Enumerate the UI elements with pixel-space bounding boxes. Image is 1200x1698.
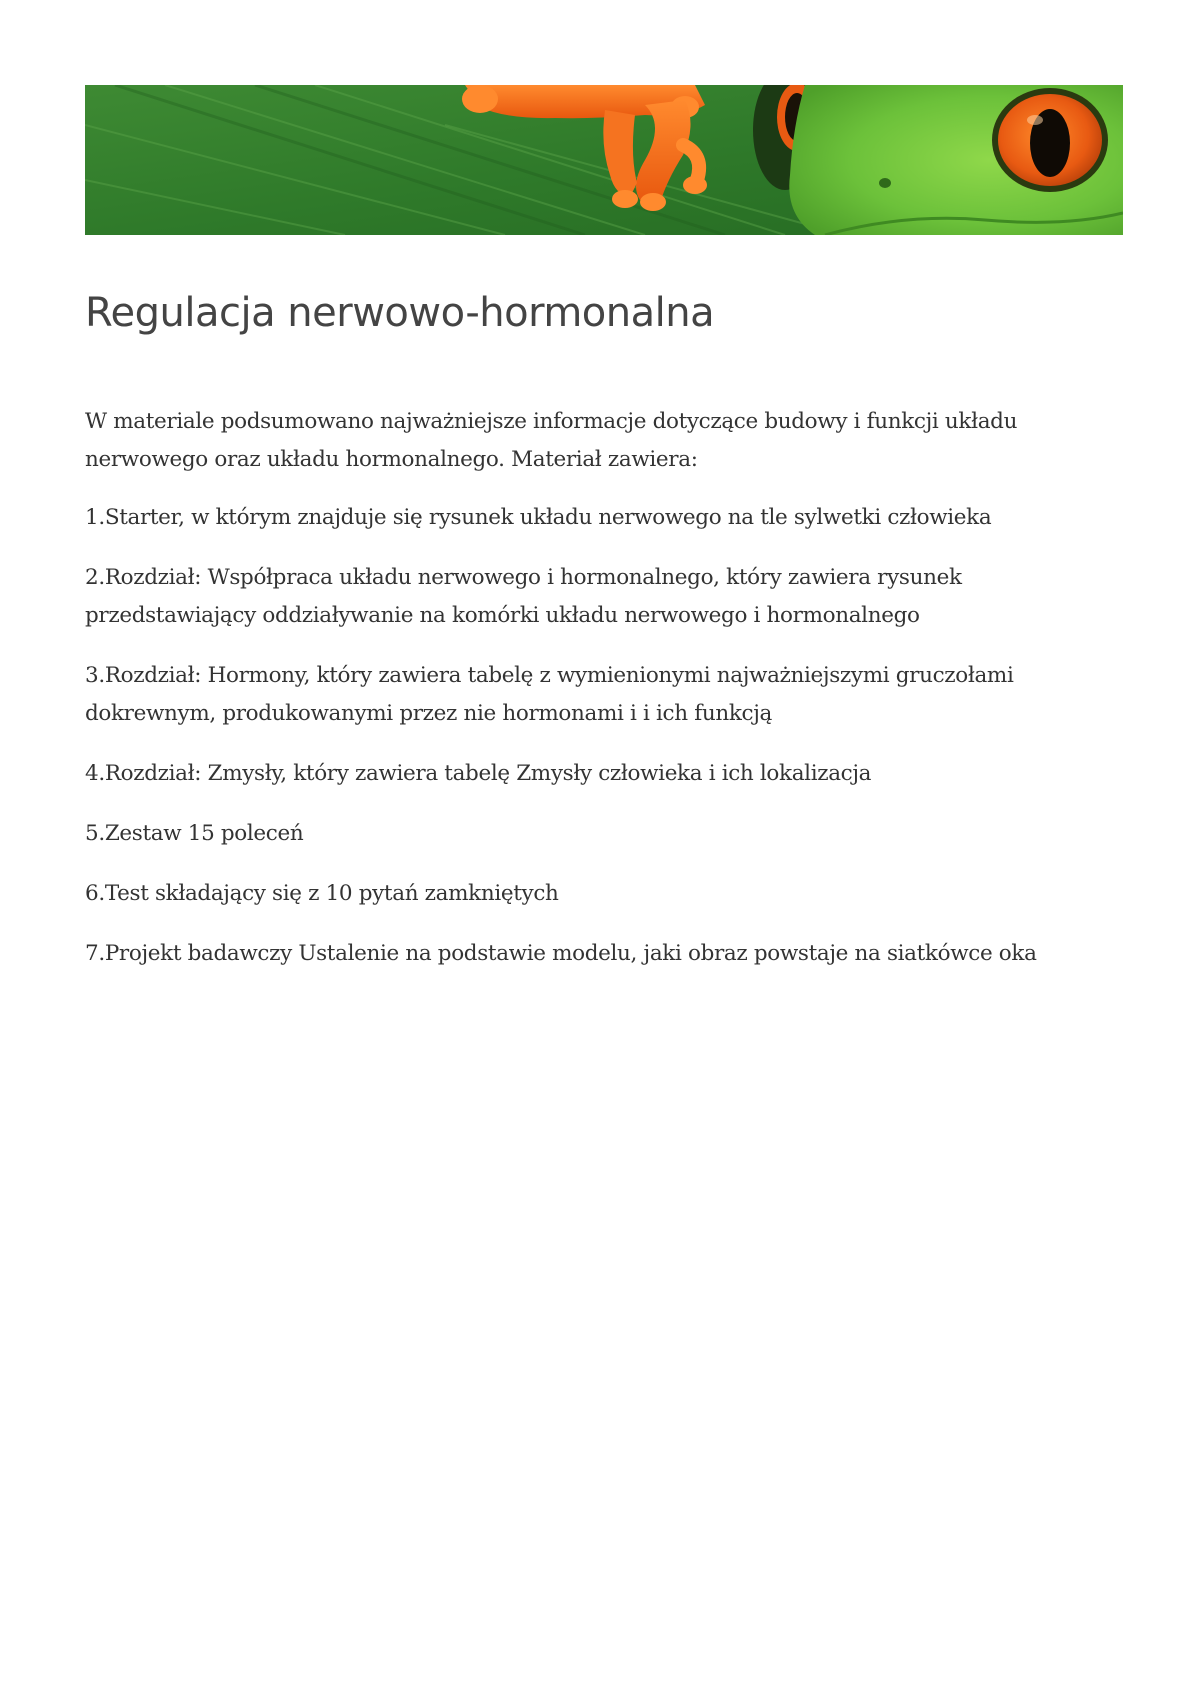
list-item: 6.Test składający się z 10 pytań zamkniętych xyxy=(85,881,559,906)
list-item: 3.Rozdział: Hormony, który zawiera tabelę z wymienionymi najważniejszymi gruczołami dokrewnym, produkowanymi przez nie hormonami i i ich funkcją xyxy=(85,663,1014,726)
frog-banner-illustration xyxy=(85,85,1123,235)
list-item: 5.Zestaw 15 poleceń xyxy=(85,821,304,846)
header-banner-image xyxy=(85,85,1123,235)
document-title: Regulacja nerwowo-hormonalna xyxy=(85,290,715,336)
list-item: 4.Rozdział: Zmysły, który zawiera tabelę Zmysły człowieka i ich lokalizacja xyxy=(85,761,872,786)
document-body xyxy=(85,403,1125,995)
list-item: 1.Starter, w którym znajduje się rysunek układu nerwowego na tle sylwetki człowieka xyxy=(85,505,992,530)
list-item: 2.Rozdział: Współpraca układu nerwowego i hormonalnego, który zawiera rysunek przedstawiający oddziaływanie na komórki układu nerwowego i hormonalnego xyxy=(85,565,962,628)
list-item: 7.Projekt badawczy Ustalenie na podstawie modelu, jaki obraz powstaje na siatkówce oka xyxy=(85,941,1037,966)
intro-paragraph: W materiale podsumowano najważniejsze informacje dotyczące budowy i funkcji układu nerwowego oraz układu hormonalnego. Materiał zawiera: xyxy=(85,409,1018,472)
